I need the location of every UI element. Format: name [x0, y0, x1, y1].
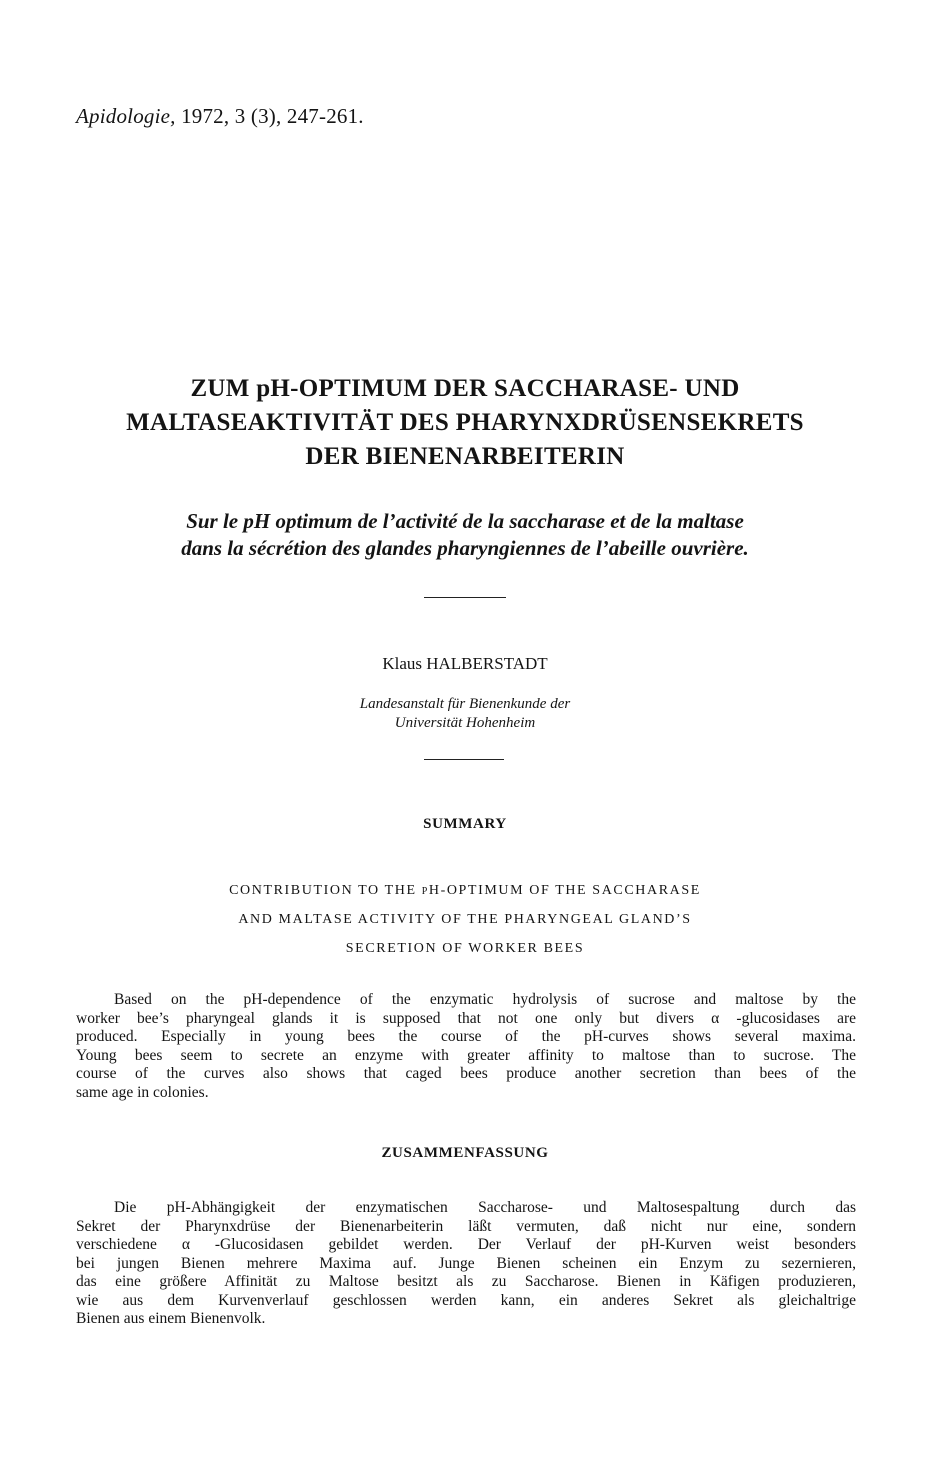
title-line: ZUM pH-OPTIMUM DER SACCHARASE- UND	[190, 375, 740, 402]
paragraph-line: same age in colonies.	[76, 1083, 209, 1101]
summary-heading: SUMMARY	[423, 816, 507, 832]
french-subtitle	[60, 508, 870, 562]
title-line: DER BIENENARBEITERIN	[305, 443, 625, 470]
affiliation-line: Universität Hohenheim	[394, 715, 536, 731]
english-title-line: CONTRIBUTION TO THE pH-OPTIMUM OF THE SACCHARASE	[229, 883, 701, 898]
paragraph-line: das eine größere Affinität zu Maltose besitzt als zu Saccharose. Bienen in Käfigen produzieren,	[76, 1273, 856, 1290]
paragraph-line: produced. Especially in young bees the course of the pH-curves shows several maxima.	[76, 1028, 856, 1045]
paragraph-line: worker bee’s pharyngeal glands it is supposed that not one only but divers α -glucosidases are	[76, 1009, 856, 1027]
paragraph-line: Based on the pH-dependence of the enzymatic hydrolysis of sucrose and maltose by the	[114, 991, 856, 1008]
paragraph-line: Bienen aus einem Bienenvolk.	[76, 1310, 266, 1327]
divider-rule	[424, 597, 506, 598]
paragraph-line: Die pH-Abhängigkeit der enzymatischen Saccharose- und Maltosespaltung durch das	[114, 1199, 856, 1216]
paragraph-line: wie aus dem Kurvenverlauf geschlossen werden kann, ein anderes Sekret als gleichaltrige	[76, 1291, 856, 1309]
affiliation	[0, 695, 930, 733]
subtitle-line: Sur le pH optimum de l’activité de la saccharase et de la maltase	[186, 509, 744, 533]
english-title-line: AND MALTASE ACTIVITY OF THE PHARYNGEAL GLAND’S	[238, 912, 692, 927]
english-title-line: SECRETION OF WORKER BEES	[345, 941, 585, 956]
paragraph-line: bei jungen Bienen mehrere Maxima auf. Junge Bienen scheinen ein Enzym zu sezernieren,	[76, 1254, 856, 1272]
paragraph-line: Sekret der Pharynxdrüse der Bienenarbeiterin läßt vermuten, daß nicht nur eine, sondern	[76, 1217, 856, 1235]
zusammenfassung-heading: ZUSAMMENFASSUNG	[381, 1145, 549, 1161]
citation-details: 1972, 3 (3), 247-261.	[181, 104, 364, 128]
zusammenfassung-paragraph	[76, 1199, 856, 1329]
subtitle-line: dans la sécrétion des glandes pharyngiennes de l’abeille ouvrière.	[181, 536, 749, 560]
author-name: Klaus HALBERSTADT	[382, 654, 548, 673]
english-title	[0, 876, 930, 963]
paragraph-line: course of the curves also shows that caged bees produce another secretion than bees of the	[76, 1065, 856, 1082]
journal-name: Apidologie,	[76, 104, 176, 128]
divider-rule	[424, 759, 504, 760]
affiliation-line: Landesanstalt für Bienenkunde der	[359, 696, 571, 712]
paragraph-line: Young bees seem to secrete an enzyme with greater affinity to maltose than to sucrose. The	[76, 1046, 856, 1064]
citation	[76, 104, 364, 129]
summary-paragraph	[76, 991, 856, 1102]
title-line: MALTASEAKTIVITÄT DES PHARYNXDRÜSENSEKRETS	[126, 409, 804, 436]
article-title	[60, 372, 870, 474]
paragraph-line: verschiedene α -Glucosidasen gebildet werden. Der Verlauf der pH-Kurven weist besonders	[76, 1236, 856, 1253]
